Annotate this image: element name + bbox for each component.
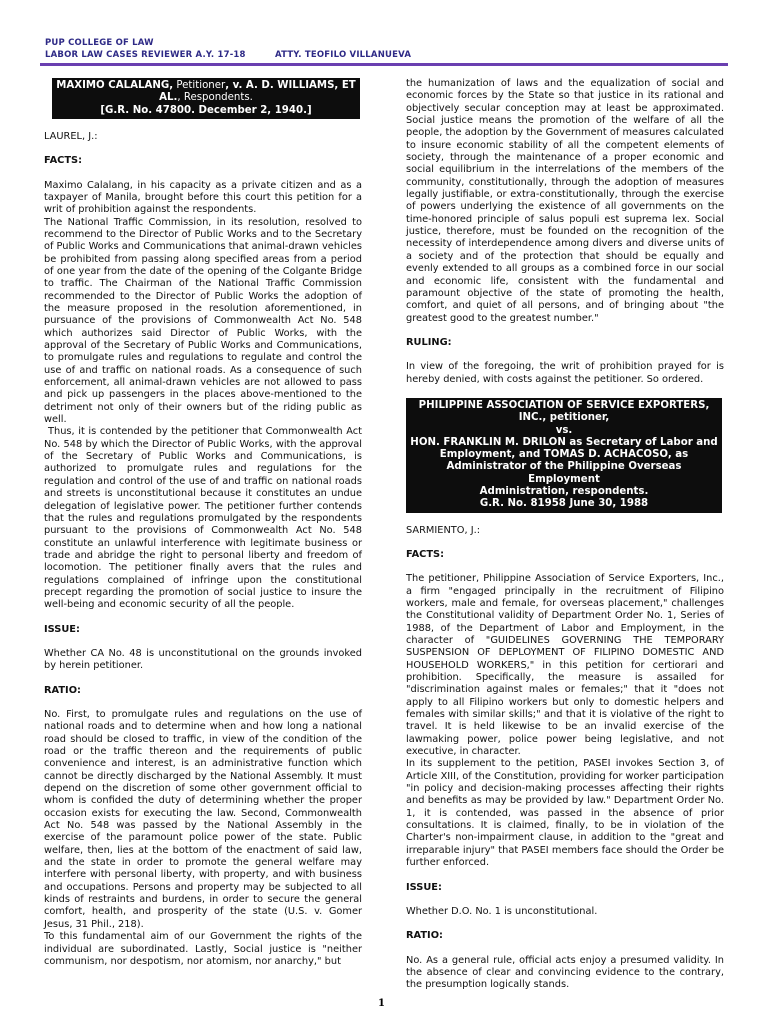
case1-petitioner-role: Petitioner xyxy=(173,80,226,91)
case1-facts-paragraph: The National Traffic Commission, in its resolution, resolved to recommend to the Director of Public Works and to the Secretary of Public Works and Communications that animal-drawn vehicles be prohibited from passing along specified areas from a period of one year from the date of the opening of the Colgante Bridge to traffic. The Chairman of the National Traffic Commission recommended to the Director of Public Works the adoption of the measure proposed in the resolution aforementioned, in pursuance of the provisions of Commonwealth Act No. 548 which authorizes said Director of Public Works, with the approval of the Secretary of Public Works and Communications, to promulgate rules and regulations to regulate and control the use of and traffic on national roads. As a consequence of such enforcement, all animal-drawn vehicles are not allowed to pass and pick up passengers in the places above-mentioned to the detriment not only of their owners but of the riding public as well. xyxy=(44,216,363,426)
case2-ratio-paragraph: No. As a general rule, official acts enjoy a presumed validity. In the absence of clear and convincing evidence to the contrary, the presumption logically stands. xyxy=(406,954,724,991)
case2-caption-line: HON. FRANKLIN M. DRILON as Secretary of Labor and xyxy=(410,436,718,448)
case1-respondents-name: , v. A. D. WILLIAMS, ET AL. xyxy=(159,80,356,104)
case1-caption xyxy=(52,78,360,119)
case2-ratio-heading: RATIO: xyxy=(406,930,443,942)
case1-ponente: LAUREL, J.: xyxy=(44,130,98,142)
case2-caption-line: vs. xyxy=(555,424,573,436)
case1-gr-number: [G.R. No. 47800. December 2, 1940.] xyxy=(100,104,312,116)
left-column xyxy=(44,78,362,968)
header-author: ATTY. TEOFILO VILLANUEVA xyxy=(275,50,412,60)
header-divider xyxy=(40,63,728,66)
case2-facts-paragraph: In its supplement to the petition, PASEI invokes Section 3, of Article XIII, of the Constitution, providing for worker participation "in policy and decision-making processes affecting their rights and benefits as may be provided by law." Department Order No. 1, it is contended, was passed in the absence of prior consultations. It is claimed, finally, to be in violation of the Charter's non-impairment clause, in addition to the "great and irreparable injury" that PASEI members face should the Order be further enforced. xyxy=(406,758,724,869)
case1-facts-heading: FACTS: xyxy=(44,155,82,167)
case1-petitioner-name: MAXIMO CALALANG, xyxy=(56,80,174,91)
case2-caption xyxy=(406,398,722,513)
case1-ruling-heading: RULING: xyxy=(406,336,452,348)
case2-caption-line: Administrator of the Philippine Overseas Employment xyxy=(446,461,682,485)
case1-issue-heading: ISSUE: xyxy=(44,623,80,635)
case1-respondents-role: , Respondents. xyxy=(177,92,253,104)
case2-facts-paragraph: The petitioner, Philippine Association of Service Exporters, Inc., a firm "engaged principally in the recruitment of Filipino workers, male and female, for overseas placement," challenges the Constitutional validity of Department Order No. 1, Series of 1988, of the Department of Labor and Employment, in the character of "GUIDELINES GOVERNING THE TEMPORARY SUSPENSION OF DEPLOYMENT OF FILIPINO DOMESTIC AND HOUSEHOLD WORKERS," in this petition for certiorari and prohibition. Specifically, the measure is assailed for "discrimination against males or females;" that it "does not apply to all Filipino workers but only to domestic helpers and females with similar skills;" and that it is violative of the right to travel. It is held likewise to be an invalid exercise of the lawmaking power, police power being legislative, and not executive, in character. xyxy=(406,573,724,758)
case1-ratio-paragraph: No. First, to promulgate rules and regulations on the use of national roads and to determine when and how long a national road should be closed to traffic, in view of the condition of the road or the traffic thereon and the requirements of public convenience and interest, is an administrative function which cannot be directly discharged by the National Assembly. It must depend on the discretion of some other government official to whom is confided the duty of determining whether the proper occasion exists for executing the law. Second, Commonwealth Act No. 548 was passed by the National Assembly in the exercise of the paramount police power of the state. Public welfare, then, lies at the bottom of the enactment of said law, and the state in order to promote the general welfare may interfere with personal liberty, with property, and with business and occupations. Persons and property may be subjected to all kinds of restraints and burdens, in order to secure the general comfort, health, and prosperity of the state (U.S. v. Gomer Jesus, 31 Phil., 218). xyxy=(44,708,362,930)
case2-caption-line: PHILIPPINE ASSOCIATION OF SERVICE EXPORTERS, xyxy=(418,399,710,411)
case2-caption-line: Administration, respondents. xyxy=(479,485,649,497)
case2-caption-line: Employment, and TOMAS D. ACHACOSO, as xyxy=(439,449,689,461)
case2-issue-heading: ISSUE: xyxy=(406,881,442,893)
case1-facts-paragraph: Maximo Calalang, in his capacity as a private citizen and as a taxpayer of Manila, brought before this court this petition for a writ of prohibition against the respondents. xyxy=(44,179,362,216)
case1-ratio-continued: the humanization of laws and the equalization of social and economic forces by the State so that justice in its rational and objectively secular conception may at least be approximated. Social justice means the promotion of the welfare of all the people, the adoption by the Government of measures calculated to insure economic stability of all the competent elements of society, through the maintenance of a proper economic and social equilibrium in the interrelations of the members of the community, constitutionally, through the adoption of measures legally justifiable, or extra-constitutionally, through the exercise of powers underlying the existence of all governments on the time-honored principle of salus populi est suprema lex. Social justice, therefore, must be founded on the recognition of the necessity of interdependence among divers and diverse units of a society and of the protection that should be equally and evenly extended to all groups as a combined force in our social and economic life, consistent with the fundamental and paramount objective of the state of promoting the health, comfort, and quiet of all persons, and of bringing about "the greatest good to the greatest number." xyxy=(406,78,724,324)
header-course xyxy=(45,50,412,60)
header-course-title: LABOR LAW CASES REVIEWER A.Y. 17-18 xyxy=(45,50,246,60)
case1-ruling-text: In view of the foregoing, the writ of prohibition prayed for is hereby denied, with costs against the petitioner. So ordered. xyxy=(406,361,724,385)
case1-facts-paragraph: Thus, it is contended by the petitioner that Commonwealth Act No. 548 by which the Director of Public Works, with the approval of the Secretary of Public Works and Communications, is authorized to promulgate rules and regulations for the regulation and control of the use of and traffic on national roads and streets is unconstitutional because it constitutes an undue delegation of legislative power. The petitioner further contends that the rules and regulations promulgated by the respondents pursuant to the provisions of Commonwealth Act No. 548 constitute an unlawful interference with legitimate business or trade and abridge the right to personal liberty and freedom of locomotion. The petitioner finally avers that the rules and regulations complained of infringe upon the constitutional precept regarding the promotion of social justice to insure the well-being and economic security of all the people. xyxy=(44,426,362,611)
case1-ratio-heading: RATIO: xyxy=(44,684,81,696)
case2-issue-text: Whether D.O. No. 1 is unconstitutional. xyxy=(406,905,598,917)
header-school: PUP COLLEGE OF LAW xyxy=(45,38,154,48)
case2-caption-line: INC., petitioner, xyxy=(518,412,610,424)
page-number: 1 xyxy=(378,998,385,1009)
right-column xyxy=(406,78,724,992)
case2-ponente: SARMIENTO, J.: xyxy=(406,524,480,536)
case2-facts-heading: FACTS: xyxy=(406,548,444,560)
case1-ratio-paragraph: To this fundamental aim of our Government the rights of the individual are subordinated. Lastly, Social justice is "neither communism, nor despotism, nor atomism, nor anarchy," but xyxy=(44,931,362,967)
case1-issue-text: Whether CA No. 48 is unconstitutional on the grounds invoked by herein petitioner. xyxy=(44,647,362,672)
case2-gr-number: G.R. No. 81958 June 30, 1988 xyxy=(479,498,649,510)
